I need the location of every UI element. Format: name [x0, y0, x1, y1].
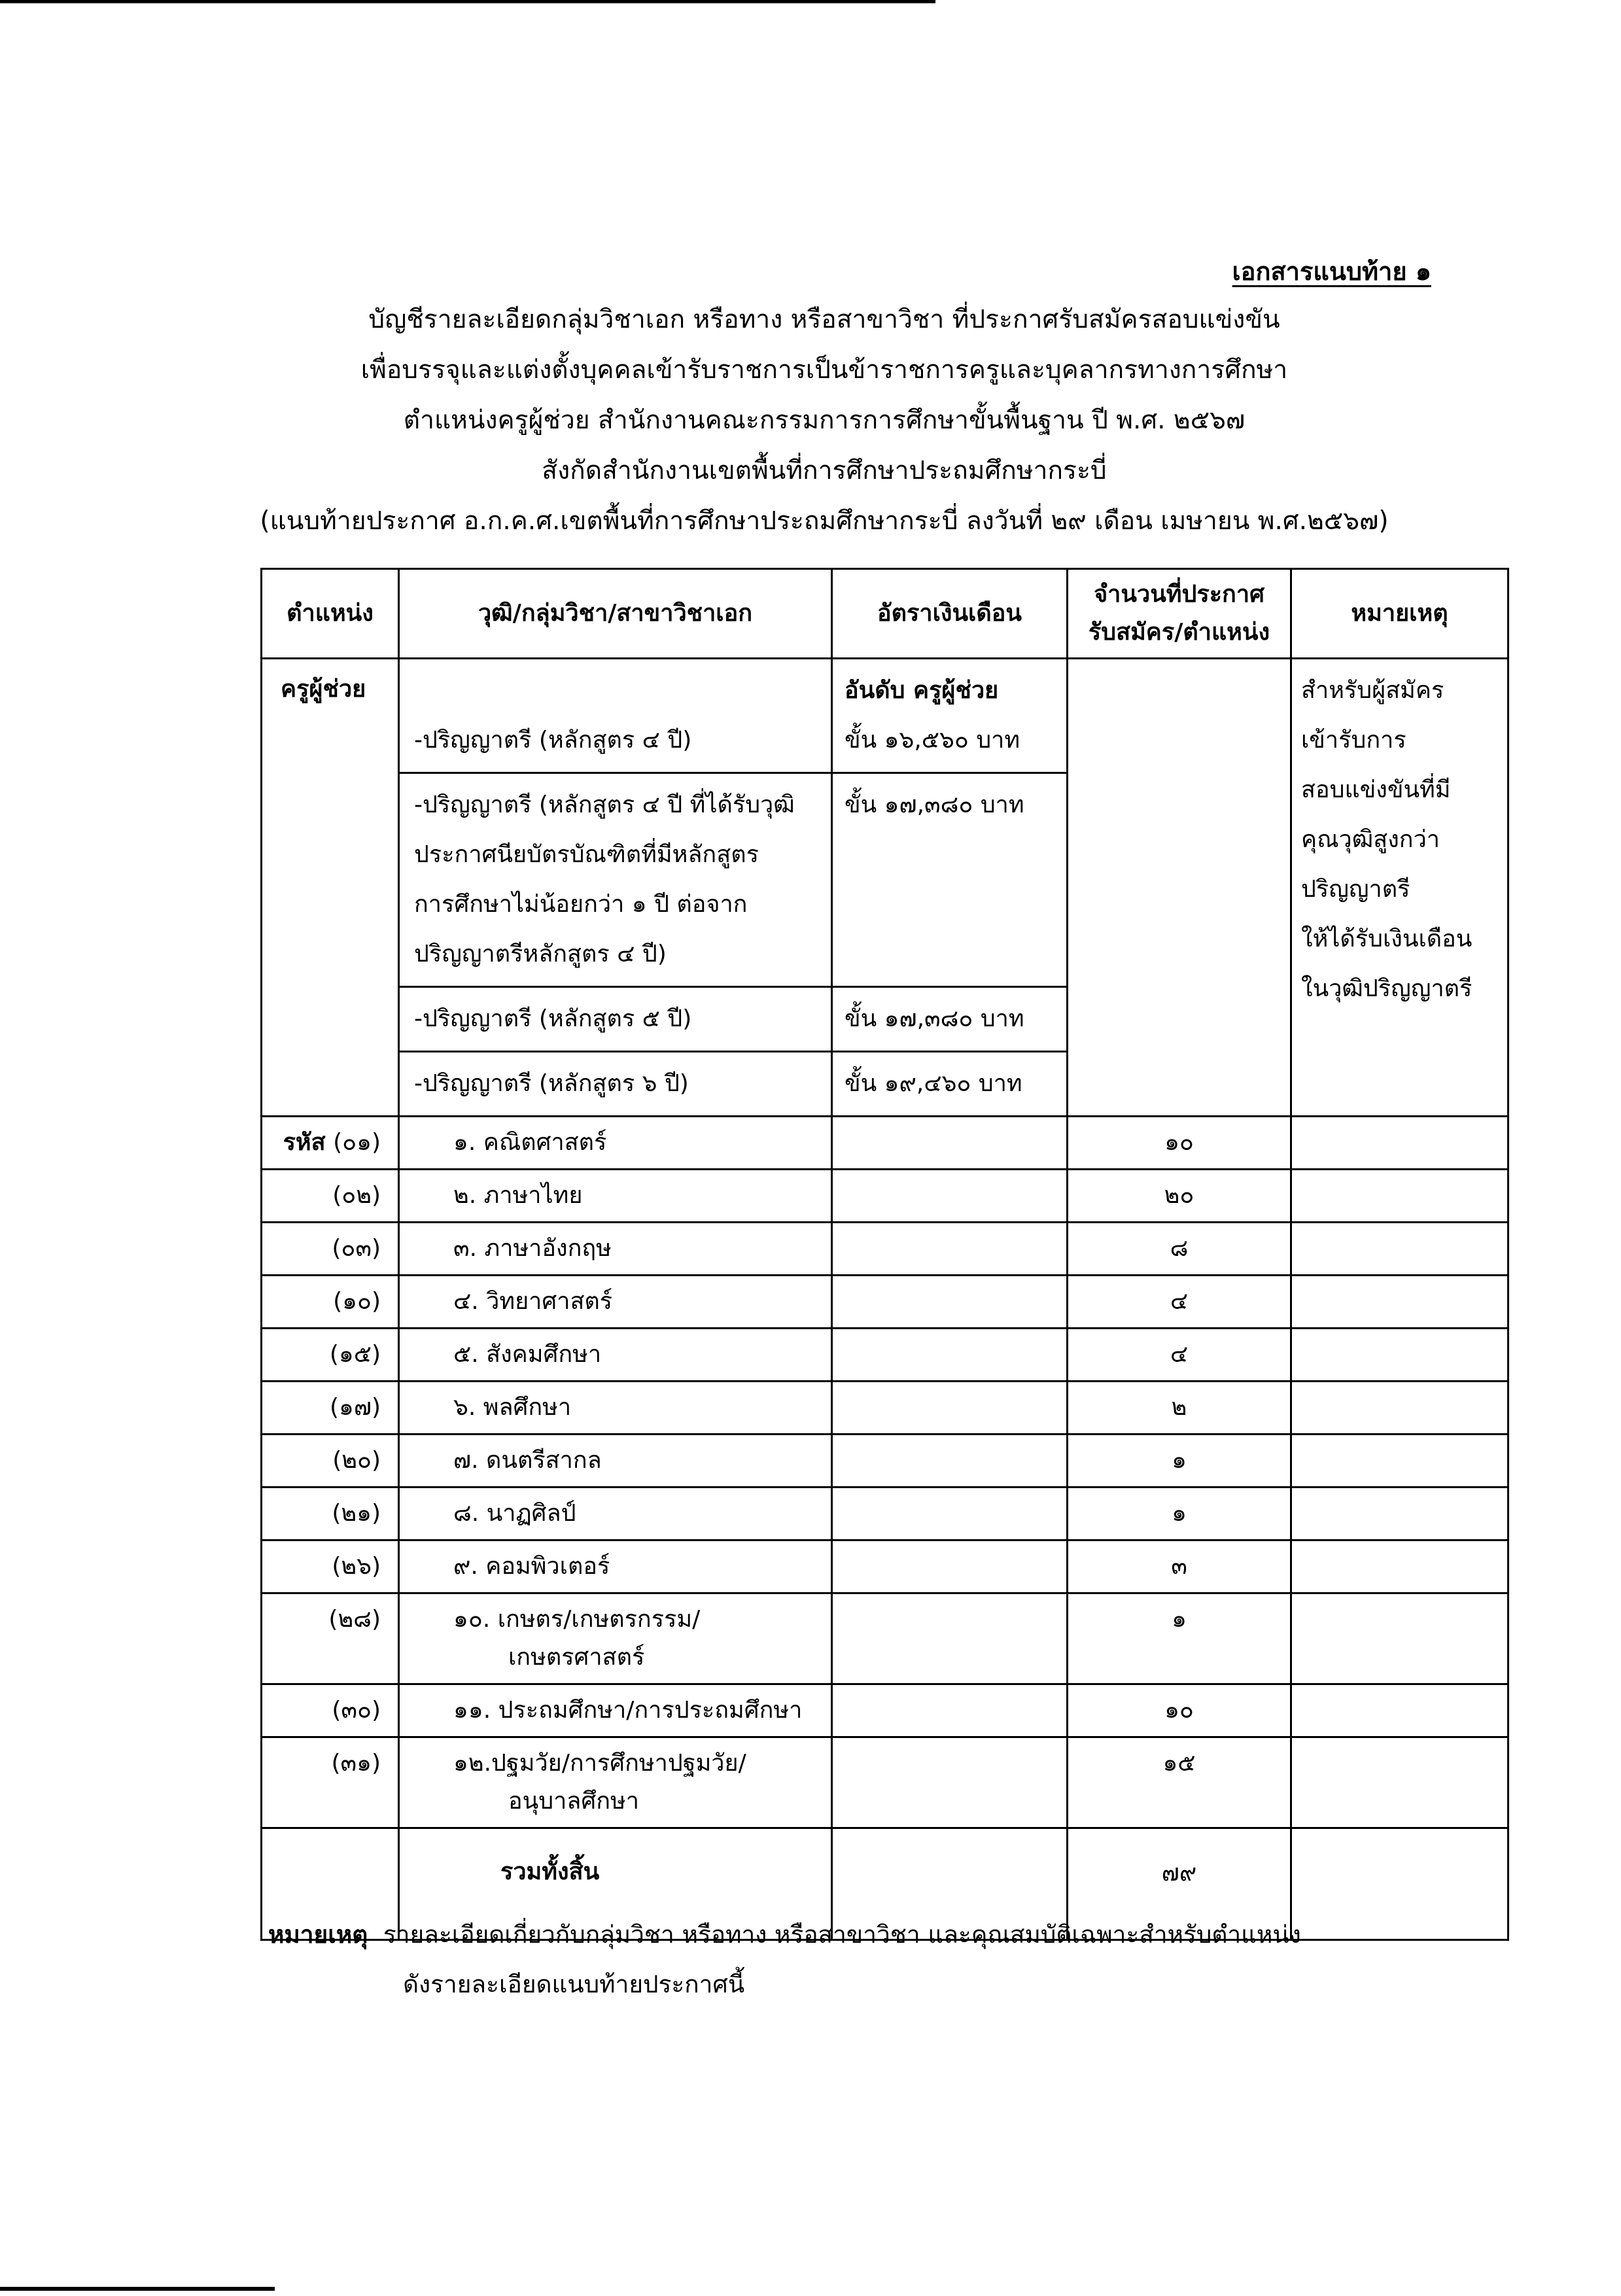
- remark-cell: [1291, 659, 1508, 1117]
- remark-line: เข้ารับการ: [1301, 727, 1406, 754]
- subject-remark-empty: [1291, 1276, 1508, 1329]
- subject-name: ๘. นาฏศิลป์: [399, 1487, 832, 1540]
- position-name: ครูผู้ช่วย: [262, 659, 399, 1117]
- subject-count: ๔: [1068, 1276, 1291, 1329]
- title-line-4: สังกัดสำนักงานเขตพื้นที่การศึกษาประถมศึกษากระบี่: [542, 456, 1107, 485]
- degree-line: ประกาศนียบัตรบัณฑิตที่มีหลักสูตร: [414, 841, 759, 868]
- salary-cell: [832, 987, 1068, 1052]
- subject-code: (๓๑): [262, 1737, 399, 1828]
- remark-line: ปริญญาตรี: [1301, 876, 1410, 903]
- subject-remark-empty: [1291, 1593, 1508, 1684]
- subject-row: [262, 1435, 1508, 1487]
- degree-cell: [399, 987, 832, 1052]
- scan-top-edge: [0, 0, 935, 3]
- subject-remark-empty: [1291, 1382, 1508, 1435]
- subject-row: [262, 1276, 1508, 1329]
- subject-salary-empty: [832, 1684, 1068, 1737]
- subject-name: ๙. คอมพิวเตอร์: [399, 1540, 832, 1593]
- subject-row: [262, 1223, 1508, 1276]
- table-header-row: [262, 569, 1508, 659]
- scan-bottom-edge: [0, 2287, 275, 2291]
- subject-count: ๓: [1068, 1540, 1291, 1593]
- subject-code: (๒๖): [262, 1540, 399, 1593]
- salary-cell: [832, 1052, 1068, 1117]
- subject-row: [262, 1382, 1508, 1435]
- subject-count: ๑: [1068, 1487, 1291, 1540]
- subject-name: ๕. สังคมศึกษา: [399, 1329, 832, 1382]
- subject-code: (๓๐): [262, 1684, 399, 1737]
- subject-code: (๑๕): [262, 1329, 399, 1382]
- degree-cell: [399, 773, 832, 987]
- subject-name-line: ๑๒.ปฐมวัย/การศึกษาปฐมวัย/: [453, 1750, 746, 1777]
- subject-salary-empty: [832, 1329, 1068, 1382]
- degree-cell: [399, 1052, 832, 1117]
- remark-line: ในวุฒิปริญญาตรี: [1301, 975, 1473, 1002]
- title-line-5: (แนบท้ายประกาศ อ.ก.ค.ศ.เขตพื้นที่การศึกษาประถมศึกษากระบี่ ลงวันที่ ๒๙ เดือน เมษายน พ.ศ.๒๕๖๗): [260, 506, 1389, 536]
- code-prefix: รหัส: [283, 1129, 326, 1156]
- header-seats-line2: รับสมัคร/ตำแหน่ง: [1088, 619, 1270, 646]
- salary-cell: [832, 659, 1068, 773]
- degree-cell: [399, 659, 832, 773]
- degree-line: การศึกษาไม่น้อยกว่า ๑ ปี ต่อจาก: [414, 891, 748, 918]
- remark-line: คุณวุฒิสูงกว่า: [1301, 826, 1440, 853]
- subject-salary-empty: [832, 1593, 1068, 1684]
- degree-line: -ปริญญาตรี (หลักสูตร ๔ ปี ที่ได้รับวุฒิ: [414, 791, 795, 818]
- subject-count: ๑๐: [1068, 1684, 1291, 1737]
- annex-label: เอกสารแนบท้าย ๑: [1232, 257, 1431, 286]
- degree-line: -ปริญญาตรี (หลักสูตร ๖ ปี): [414, 1070, 689, 1097]
- header-seats: [1068, 569, 1291, 659]
- subject-row: [262, 1593, 1508, 1684]
- footnote: [268, 1910, 1511, 2009]
- subject-row: [262, 1170, 1508, 1223]
- header-qualification: วุฒิ/กลุ่มวิชา/สาขาวิชาเอก: [399, 569, 832, 659]
- subject-count: ๒: [1068, 1382, 1291, 1435]
- subject-remark-empty: [1291, 1435, 1508, 1487]
- subject-count: ๑: [1068, 1435, 1291, 1487]
- header-remark: หมายเหตุ: [1291, 569, 1508, 659]
- remark-line: สอบแข่งขันที่มี: [1301, 776, 1451, 803]
- title-line-2: เพื่อบรรจุและแต่งตั้งบุคคลเข้ารับราชการเป็นข้าราชการครูและบุคลากรทางการศึกษา: [360, 355, 1288, 385]
- subject-name: ๔. วิทยาศาสตร์: [399, 1276, 832, 1329]
- subject-name-line: เกษตรศาสตร์: [508, 1644, 645, 1671]
- subject-name: [399, 1593, 832, 1684]
- subject-code: (๐๓): [262, 1223, 399, 1276]
- subject-row: [262, 1329, 1508, 1382]
- header-seats-line1: จำนวนที่ประกาศ: [1094, 581, 1264, 608]
- salary-cell: [832, 773, 1068, 987]
- subject-name: [399, 1737, 832, 1828]
- subject-remark-empty: [1291, 1487, 1508, 1540]
- subject-row: [262, 1737, 1508, 1828]
- subject-salary-empty: [832, 1435, 1068, 1487]
- subject-name: ๖. พลศึกษา: [399, 1382, 832, 1435]
- subject-name-line: ๑๐. เกษตร/เกษตรกรรม/: [453, 1606, 701, 1633]
- subject-salary-empty: [832, 1117, 1068, 1170]
- degree-line: -ปริญญาตรี (หลักสูตร ๔ ปี): [414, 727, 692, 754]
- subject-remark-empty: [1291, 1737, 1508, 1828]
- total-label: รวมทั้งสิ้น: [399, 1828, 832, 1940]
- subject-code: (๐๒): [262, 1170, 399, 1223]
- title-line-1: บัญชีรายละเอียดกลุ่มวิชาเอก หรือทาง หรือสาขาวิชา ที่ประกาศรับสมัครสอบแข่งขัน: [368, 305, 1280, 334]
- subject-salary-empty: [832, 1382, 1068, 1435]
- degree-line: ปริญญาตรีหลักสูตร ๔ ปี): [414, 941, 667, 967]
- subject-remark-empty: [1291, 1223, 1508, 1276]
- subject-remark-empty: [1291, 1117, 1508, 1170]
- remark-line: ให้ได้รับเงินเดือน: [1301, 926, 1473, 952]
- subject-name: ๑๑. ประถมศึกษา/การประถมศึกษา: [399, 1684, 832, 1737]
- footnote-line-1: รายละเอียดเกี่ยวกับกลุ่มวิชา หรือทาง หรือสาขาวิชา และคุณสมบัติเฉพาะสำหรับตำแหน่ง: [383, 1921, 1301, 1949]
- salary-step: ขั้น ๑๗,๓๘๐ บาท: [845, 791, 1024, 818]
- salary-rank: อันดับ ครูผู้ช่วย: [845, 677, 999, 704]
- subject-row: [262, 1117, 1508, 1170]
- subject-salary-empty: [832, 1223, 1068, 1276]
- subject-salary-empty: [832, 1540, 1068, 1593]
- degree-line: -ปริญญาตรี (หลักสูตร ๕ ปี): [414, 1005, 692, 1032]
- subject-code: (๒๑): [262, 1487, 399, 1540]
- footnote-line-2: ดังรายละเอียดแนบท้ายประกาศนี้: [403, 1970, 745, 1998]
- subject-name-line: อนุบาลศึกษา: [508, 1788, 639, 1815]
- subject-salary-empty: [832, 1487, 1068, 1540]
- subject-row: [262, 1540, 1508, 1593]
- title-line-3: ตำแหน่งครูผู้ช่วย สำนักงานคณะกรรมการการศึกษาขั้นพื้นฐาน ปี พ.ศ. ๒๕๖๗: [403, 406, 1246, 435]
- header-salary: อัตราเงินเดือน: [832, 569, 1068, 659]
- subject-name: ๗. ดนตรีสากล: [399, 1435, 832, 1487]
- positions-table: [260, 568, 1509, 1941]
- subject-count: ๒๐: [1068, 1170, 1291, 1223]
- salary-step: ขั้น ๑๖,๕๖๐ บาท: [845, 727, 1020, 754]
- subject-remark-empty: [1291, 1540, 1508, 1593]
- subject-salary-empty: [832, 1170, 1068, 1223]
- subject-salary-empty: [832, 1737, 1068, 1828]
- subject-count: ๔: [1068, 1329, 1291, 1382]
- subject-count: ๘: [1068, 1223, 1291, 1276]
- header-position: ตำแหน่ง: [262, 569, 399, 659]
- subject-code: (๑๗): [262, 1382, 399, 1435]
- subject-row: [262, 1487, 1508, 1540]
- subject-name: ๑. คณิตศาสตร์: [399, 1117, 832, 1170]
- subject-name: ๒. ภาษาไทย: [399, 1170, 832, 1223]
- salary-step: ขั้น ๑๙,๔๖๐ บาท: [845, 1070, 1022, 1097]
- remark-line: สำหรับผู้สมัคร: [1301, 677, 1444, 704]
- subject-salary-empty: [832, 1276, 1068, 1329]
- subject-code: รหัส (๐๑): [262, 1117, 399, 1170]
- subject-row: [262, 1684, 1508, 1737]
- subject-code: (๑๐): [262, 1276, 399, 1329]
- degree-row-1: [262, 659, 1508, 773]
- subject-count: ๑๐: [1068, 1117, 1291, 1170]
- document-title: [170, 294, 1478, 546]
- salary-step: ขั้น ๑๗,๓๘๐ บาท: [845, 1005, 1024, 1032]
- subject-name: ๓. ภาษาอังกฤษ: [399, 1223, 832, 1276]
- subject-count: ๑: [1068, 1593, 1291, 1684]
- seats-cell-empty: [1068, 659, 1291, 1117]
- subject-count: ๑๕: [1068, 1737, 1291, 1828]
- subject-remark-empty: [1291, 1684, 1508, 1737]
- subject-remark-empty: [1291, 1329, 1508, 1382]
- total-count: ๗๙: [1068, 1828, 1291, 1940]
- subject-remark-empty: [1291, 1170, 1508, 1223]
- subject-code: (๒๐): [262, 1435, 399, 1487]
- subject-code: (๒๘): [262, 1593, 399, 1684]
- footnote-label: หมายเหตุ: [268, 1921, 368, 1949]
